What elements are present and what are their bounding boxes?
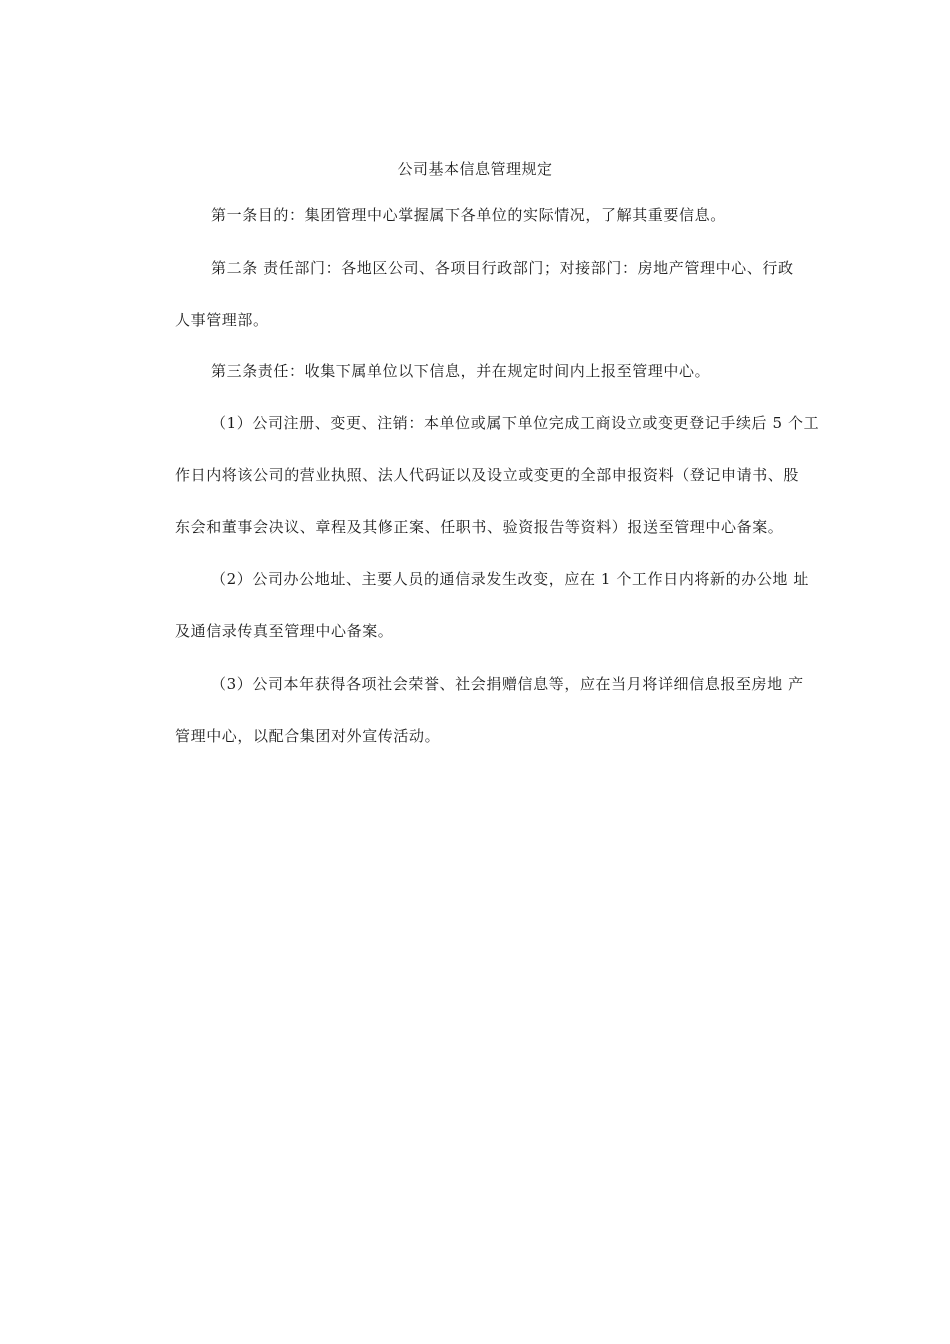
item-3-line-1: （3）公司本年获得各项社会荣誉、社会捐赠信息等，应在当月将详细信息报至房地 产: [211, 675, 804, 693]
item-2: [175, 553, 865, 657]
item-1-line-2: 作日内将该公司的营业执照、法人代码证以及设立或变更的全部申报资料（登记申请书、股: [175, 466, 800, 484]
document-title: 公司基本信息管理规定: [397, 160, 553, 178]
article-3: [175, 345, 865, 397]
article-2-line-2: 人事管理部。: [175, 311, 269, 329]
article-1-text: 第一条目的：集团管理中心掌握属下各单位的实际情况，了解其重要信息。: [211, 206, 726, 224]
item-1: [175, 397, 865, 553]
item-3: [175, 658, 865, 762]
item-1-line-3: 东会和董事会决议、章程及其修正案、任职书、验资报告等资料）报送至管理中心备案。: [175, 518, 784, 536]
article-2: [175, 242, 865, 346]
article-1: [175, 189, 865, 241]
item-2-line-1: （2）公司办公地址、主要人员的通信录发生改变，应在 1 个工作日内将新的办公地 址: [211, 570, 809, 588]
item-3-line-2: 管理中心，以配合集团对外宣传活动。: [175, 727, 441, 745]
item-2-line-2: 及通信录传真至管理中心备案。: [175, 622, 394, 640]
item-1-line-1: （1）公司注册、变更、注销：本单位或属下单位完成工商设立或变更登记手续后 5 个工: [211, 414, 820, 432]
article-3-text: 第三条责任：收集下属单位以下信息，并在规定时间内上报至管理中心。: [211, 362, 711, 380]
article-2-line-1: 第二条 责任部门：各地区公司、各项目行政部门；对接部门：房地产管理中心、行政: [211, 259, 794, 277]
